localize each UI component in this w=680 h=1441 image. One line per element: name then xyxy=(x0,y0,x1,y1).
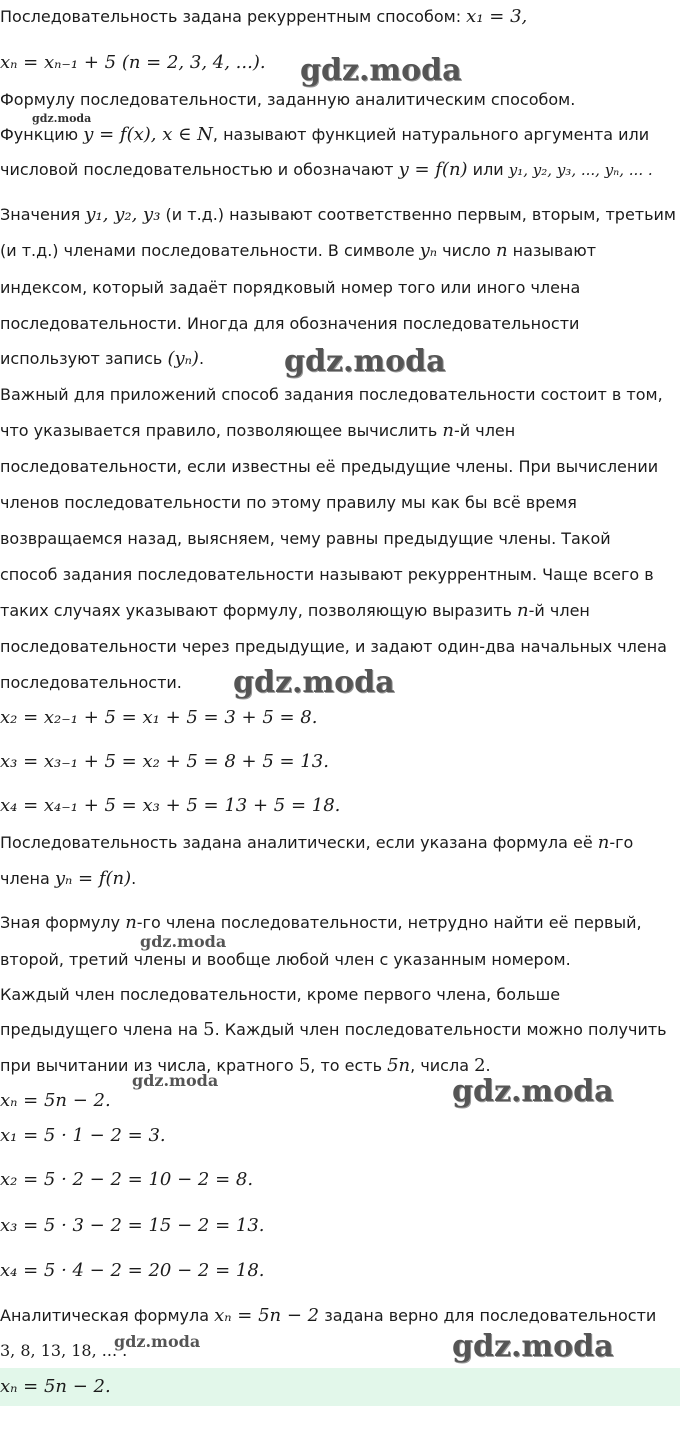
math-formula: n xyxy=(125,912,137,933)
math-formula: x₂ = x₂₋₁ + 5 = x₁ + 5 = 3 + 5 = 8. xyxy=(0,707,318,728)
paragraph-text: Функцию xyxy=(0,125,84,144)
paragraph-text: Зная формулу xyxy=(0,913,126,932)
paragraph-text: членов последовательности по этому правилу мы как бы всё время xyxy=(0,493,577,512)
watermark-logo: gdz.moda xyxy=(284,344,446,379)
paragraph-text: Последовательность задана рекуррентным способом: xyxy=(0,7,467,26)
text-line xyxy=(0,204,680,226)
paragraph-text: . xyxy=(485,1056,491,1075)
equation-line xyxy=(0,795,680,817)
math-formula: x₂ = 5 · 2 − 2 = 10 − 2 = 8. xyxy=(0,1169,254,1190)
paragraph-text: возвращаемся назад, выясняем, чему равны предыдущие члены. Такой xyxy=(0,529,611,548)
watermark-logo: gdz.moda xyxy=(233,665,395,700)
text-line xyxy=(0,124,680,146)
paragraph-text: (и т.д.) называют соответственно первым, вторым, третьим xyxy=(160,205,676,224)
watermark-logo: gdz.moda xyxy=(300,53,462,88)
paragraph-text: Последовательность задана аналитически, если указана формула её xyxy=(0,833,598,852)
paragraph-text: Значения xyxy=(0,205,86,224)
watermark-logo: gdz.moda xyxy=(452,1074,614,1109)
paragraph-text: , то есть xyxy=(310,1056,388,1075)
paragraph-text: (и т.д.) членами последовательности. В символе xyxy=(0,241,420,260)
math-formula: x₃ = 5 · 3 − 2 = 15 − 2 = 13. xyxy=(0,1215,265,1236)
math-formula: (yₙ) xyxy=(167,348,199,369)
math-formula: xₙ = 5n − 2. xyxy=(0,1090,111,1111)
paragraph-text: -й член xyxy=(453,421,516,440)
math-formula: n xyxy=(442,420,454,441)
math-formula: x₄ = 5 · 4 − 2 = 20 − 2 = 18. xyxy=(0,1260,265,1281)
math-formula: 2 xyxy=(474,1055,486,1076)
paragraph-text: таких случаях указывают формулу, позволяющую выразить xyxy=(0,601,518,620)
text-line xyxy=(0,6,680,28)
paragraph-text: Формулу последовательности, заданную аналитическим способом. xyxy=(0,90,576,109)
watermark-logo: gdz.moda xyxy=(114,1332,201,1351)
paragraph-text: , называют функцией натурального аргумента или xyxy=(212,125,650,144)
math-formula: xₙ = 5n − 2 xyxy=(214,1305,320,1326)
paragraph-text: Важный для приложений способ задания последовательности состоит в том, xyxy=(0,385,663,404)
math-formula: n xyxy=(495,240,508,261)
watermark-logo: gdz.moda xyxy=(132,1071,219,1090)
answer-line xyxy=(0,1376,680,1398)
equation-line xyxy=(0,1169,680,1191)
paragraph-text: способ задания последовательности называют рекуррентным. Чаще всего в xyxy=(0,565,654,584)
math-formula: 5 xyxy=(203,1019,215,1040)
equation-line xyxy=(0,1125,680,1147)
paragraph-text: последовательности. xyxy=(0,673,182,692)
paragraph-text: -й член xyxy=(528,601,590,620)
text-line xyxy=(0,984,680,1006)
equation-line xyxy=(0,1215,680,1237)
math-formula: n xyxy=(597,832,610,853)
paragraph-text: . xyxy=(198,349,205,368)
text-line xyxy=(0,492,680,514)
equation-line xyxy=(0,707,680,729)
text-line xyxy=(0,89,680,111)
watermark-logo: gdz.moda xyxy=(140,932,227,951)
math-formula: y₁, y₂, y₃ xyxy=(85,204,161,225)
watermark-logo: gdz.moda xyxy=(452,1329,614,1364)
text-line xyxy=(0,1019,680,1041)
paragraph-text: предыдущего члена на xyxy=(0,1020,204,1039)
math-formula: x₁ = 5 · 1 − 2 = 3. xyxy=(0,1125,166,1146)
paragraph-text: при вычитании из числа, кратного xyxy=(0,1056,299,1075)
text-line xyxy=(0,949,680,971)
text-line xyxy=(0,528,680,550)
text-line xyxy=(0,420,680,442)
text-line xyxy=(0,240,680,262)
text-line xyxy=(0,912,680,934)
text-line xyxy=(0,313,680,335)
text-line xyxy=(0,384,680,406)
text-line xyxy=(0,1305,680,1327)
paragraph-text: . xyxy=(131,869,137,888)
paragraph-text: задана верно для последовательности xyxy=(319,1306,657,1325)
paragraph-text: последовательности через предыдущие, и задают один-два начальных члена xyxy=(0,637,667,656)
text-line xyxy=(0,277,680,299)
math-formula: y = f(x), x ∈ N xyxy=(83,124,213,145)
paragraph-text: Аналитическая формула xyxy=(0,1306,215,1325)
text-line xyxy=(0,636,680,658)
text-line xyxy=(0,832,680,854)
paragraph-text: последовательности, если известны её предыдущие члены. При вычислении xyxy=(0,457,659,476)
math-formula: 5 xyxy=(298,1055,311,1076)
math-formula: xₙ = xₙ₋₁ + 5 (n = 2, 3, 4, ...). xyxy=(0,52,266,73)
answer-formula: xₙ = 5n − 2. xyxy=(0,1376,111,1397)
math-formula: 5n xyxy=(387,1055,411,1076)
paragraph-text: последовательности. Иногда для обозначения последовательности xyxy=(0,314,580,333)
paragraph-text: числовой последовательностью и обозначают xyxy=(0,160,399,179)
paragraph-text: используют запись xyxy=(0,349,168,368)
math-formula: yₙ = f(n) xyxy=(54,868,132,889)
paragraph-text: Каждый член последовательности, кроме первого члена, больше xyxy=(0,985,561,1004)
paragraph-text: или xyxy=(467,160,509,179)
paragraph-text: индексом, который задаёт порядковый номер того или иного члена xyxy=(0,278,581,297)
paragraph-text: . Каждый член последовательности можно получить xyxy=(214,1020,667,1039)
text-line xyxy=(0,600,680,622)
text-line xyxy=(0,456,680,478)
paragraph-text: второй, третий члены и вообще любой член с указанным номером. xyxy=(0,950,571,969)
text-line xyxy=(0,564,680,586)
equation-line xyxy=(0,751,680,773)
math-formula: yₙ xyxy=(419,240,438,261)
paragraph-text: называют xyxy=(507,241,597,260)
paragraph-text: что указывается правило, позволяющее вычислить xyxy=(0,421,443,440)
equation-line xyxy=(0,1260,680,1282)
paragraph-text: , числа xyxy=(410,1056,475,1075)
text-line xyxy=(0,868,680,890)
math-formula: y = f(n) xyxy=(398,159,468,180)
math-formula: x₄ = x₄₋₁ + 5 = x₃ + 5 = 13 + 5 = 18. xyxy=(0,795,341,816)
paragraph-text: члена xyxy=(0,869,55,888)
text-line xyxy=(0,159,680,181)
paragraph-text: число xyxy=(437,241,496,260)
paragraph-text: -го члена последовательности, нетрудно найти её первый, xyxy=(136,913,642,932)
math-formula: x₃ = x₃₋₁ + 5 = x₂ + 5 = 8 + 5 = 13. xyxy=(0,751,329,772)
paragraph-text: -го xyxy=(609,833,634,852)
math-formula: 3, 8, 13, 18, ... . xyxy=(0,1341,128,1360)
math-formula: x₁ = 3, xyxy=(466,6,528,27)
math-formula: n xyxy=(517,600,529,621)
watermark-logo: gdz.moda xyxy=(32,112,92,125)
math-formula: y₁, y₂, y₃, ..., yₙ, ... . xyxy=(508,161,653,179)
